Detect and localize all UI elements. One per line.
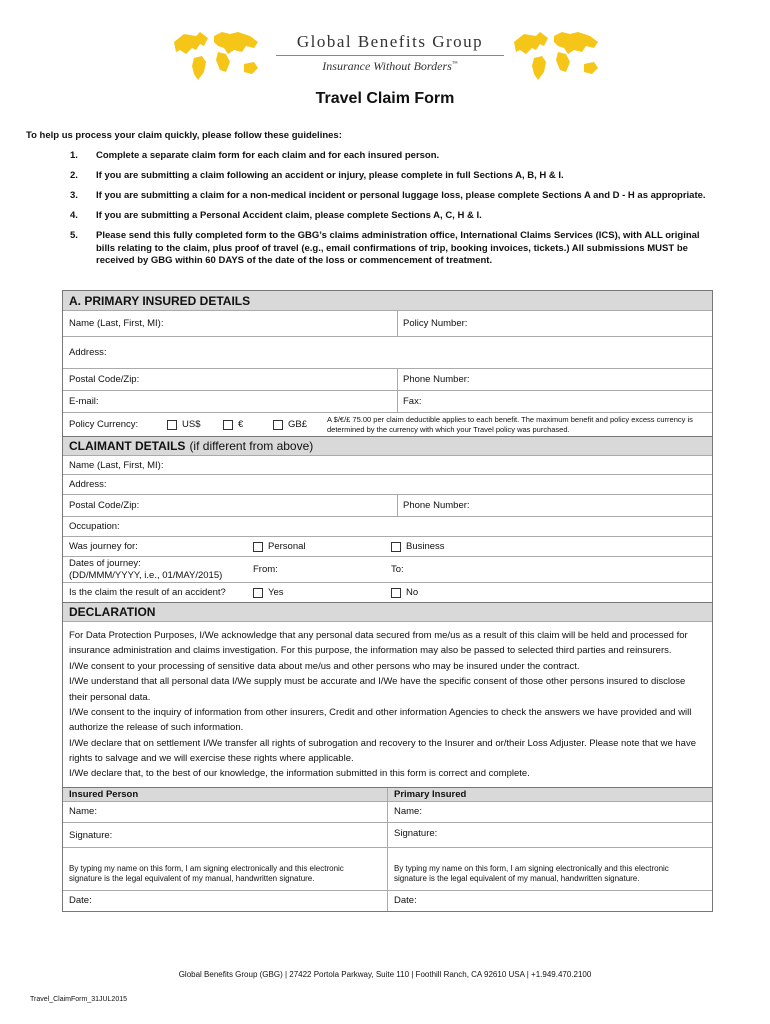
claimant-phone-label: Phone Number: <box>403 500 470 511</box>
declaration-heading: DECLARATION <box>63 602 712 621</box>
world-map-icon <box>170 28 262 84</box>
primary-name-label: Name: <box>394 806 422 818</box>
insured-date-label: Date: <box>69 895 92 907</box>
brand-name: Global Benefits Group <box>296 32 484 51</box>
list-item: 5. Please send this fully completed form to the GBG’s claims administration office, International Claims Services (ICS), with ALL original bills relating to the claim, plus proof of travel (e.g., email confirmations of trip, booking invoices, tickets.) All submissions MUST be received by GBG within 60 DAYS of the date of the loss or commencement of treatment. <box>70 230 700 267</box>
business-checkbox[interactable] <box>391 542 401 552</box>
primary-address-label: Address: <box>69 347 107 358</box>
journey-dates-row[interactable] <box>63 556 712 582</box>
esign-row <box>63 847 712 890</box>
claimant-postal-label: Postal Code/Zip: <box>69 500 140 511</box>
primary-insured-head: Primary Insured <box>394 788 467 800</box>
primary-phone-label: Phone Number: <box>403 374 470 385</box>
guidelines-list <box>70 150 720 275</box>
primary-fax-label: Fax: <box>403 396 422 407</box>
signature-header-row <box>63 787 712 801</box>
policy-number-label: Policy Number: <box>403 318 468 329</box>
primary-email-label: E-mail: <box>69 396 99 407</box>
no-checkbox[interactable] <box>391 588 401 598</box>
sig-signature-row[interactable] <box>63 822 712 847</box>
currency-row: Policy Currency: US$ € GB£ A $/€/£ 75.00 per claim deductible applies to each benefit. The maximum benefit and policy excess currency is determined by the currency with which your Travel policy was purchased. <box>63 412 712 436</box>
claimant-address-label: Address: <box>69 479 107 490</box>
brand-block <box>270 32 510 74</box>
usd-checkbox[interactable] <box>167 420 177 430</box>
dates-label: Dates of journey: <box>69 558 141 570</box>
form-id: Travel_ClaimForm_31JUL2015 <box>30 996 128 1003</box>
section-a-heading: A. PRIMARY INSURED DETAILS <box>63 291 712 310</box>
currency-note: A $/€/£ 75.00 per claim deductible applies to each benefit. The maximum benefit and policy excess currency is determined by the currency with which your Travel policy was purchased. <box>327 415 693 434</box>
primary-signature-label: Signature: <box>394 827 438 839</box>
world-map-icon <box>510 28 602 84</box>
primary-address-row[interactable] <box>63 336 712 368</box>
claimant-address-row[interactable] <box>63 474 712 494</box>
primary-esign-note: By typing my name on this form, I am signing electronically and this electronic signature is the legal equivalent of my manual, handwritten signature. <box>394 863 669 883</box>
claim-form <box>62 290 713 912</box>
primary-name-label: Name (Last, First, MI): <box>69 318 164 329</box>
list-item: 3. If you are submitting a claim for a non-medical incident or personal luggage loss, please complete Sections A and D - H as appropriate. <box>70 190 706 202</box>
journey-label: Was journey for: <box>69 541 138 552</box>
primary-name-row[interactable] <box>63 310 712 336</box>
accident-row: Is the claim the result of an accident? Yes No <box>63 582 712 602</box>
signature-table <box>63 787 712 911</box>
gbp-checkbox[interactable] <box>273 420 283 430</box>
accident-label: Is the claim the result of an accident? <box>69 587 226 598</box>
brand-tagline: Insurance Without Borders™ <box>322 59 458 73</box>
sig-date-row[interactable] <box>63 890 712 911</box>
header <box>0 22 770 92</box>
journey-type-row: Was journey for: Personal Business <box>63 536 712 556</box>
claimant-name-label: Name (Last, First, MI): <box>69 459 164 471</box>
claimant-heading: CLAIMANT DETAILS (if different from above) <box>63 436 712 455</box>
primary-date-label: Date: <box>394 895 417 907</box>
yes-checkbox[interactable] <box>253 588 263 598</box>
currency-label: Policy Currency: <box>69 419 139 430</box>
list-item: 1. Complete a separate claim form for each claim and for each insured person. <box>70 150 440 161</box>
to-label: To: <box>391 564 404 575</box>
eur-checkbox[interactable] <box>223 420 233 430</box>
primary-email-row[interactable] <box>63 390 712 412</box>
page-title: Travel Claim Form <box>315 90 455 107</box>
brand-divider <box>276 55 504 56</box>
occupation-row[interactable] <box>63 516 712 536</box>
dates-format: (DD/MMM/YYYY, i.e., 01/MAY/2015) <box>69 569 223 581</box>
from-label: From: <box>253 564 278 575</box>
occupation-label: Occupation: <box>69 521 120 532</box>
sig-name-row[interactable] <box>63 801 712 822</box>
claimant-postal-row[interactable] <box>63 494 712 516</box>
list-item: 4. If you are submitting a Personal Accident claim, please complete Sections A, C, H & I. <box>70 210 482 222</box>
intro-text: To help us process your claim quickly, please follow these guidelines: <box>26 130 342 141</box>
primary-postal-row[interactable] <box>63 368 712 390</box>
insured-signature-label: Signature: <box>69 829 113 841</box>
declaration-text: For Data Protection Purposes, I/We acknowledge that any personal data secured from me/us as a result of this claim will be held and processed for insurance administration and claims investigation. For this purpose, the information may also be passed to selected third parties and reinsurers. I/We consent to your processing of sensitive data about me/us and other persons who may be insured under the contract. I/We understand that all personal data I/We supply must be accurate and I/We have the specific consent of those other persons insured to disclose their personal data. I/We consent to the inquiry of information from other insurers, Credit and other information Agencies to check the answers we have provided and will authorize the release of such information. I/We declare that on settlement I/We transfer all rights of subrogation and recovery to the Insurer and or/their Loss Adjuster. Please note that we have rights to salvage and we will exercise these rights where applicable. I/We declare that, to the best of our knowledge, the information submitted in this form is correct and complete. <box>63 621 712 787</box>
insured-esign-note: By typing my name on this form, I am signing electronically and this electronic signature is the legal equivalent of my manual, handwritten signature. <box>69 863 344 883</box>
insured-name-label: Name: <box>69 806 97 818</box>
personal-checkbox[interactable] <box>253 542 263 552</box>
claimant-name-row[interactable] <box>63 455 712 474</box>
insured-person-head: Insured Person <box>69 788 139 800</box>
primary-postal-label: Postal Code/Zip: <box>69 374 140 385</box>
list-item: 2. If you are submitting a claim following an accident or injury, please complete in full Sections A, B, H & I. <box>70 170 564 182</box>
footer-address: Global Benefits Group (GBG) | 27422 Portola Parkway, Suite 110 | Foothill Ranch, CA 92610 USA | +1.949.470.2100 <box>178 970 592 979</box>
